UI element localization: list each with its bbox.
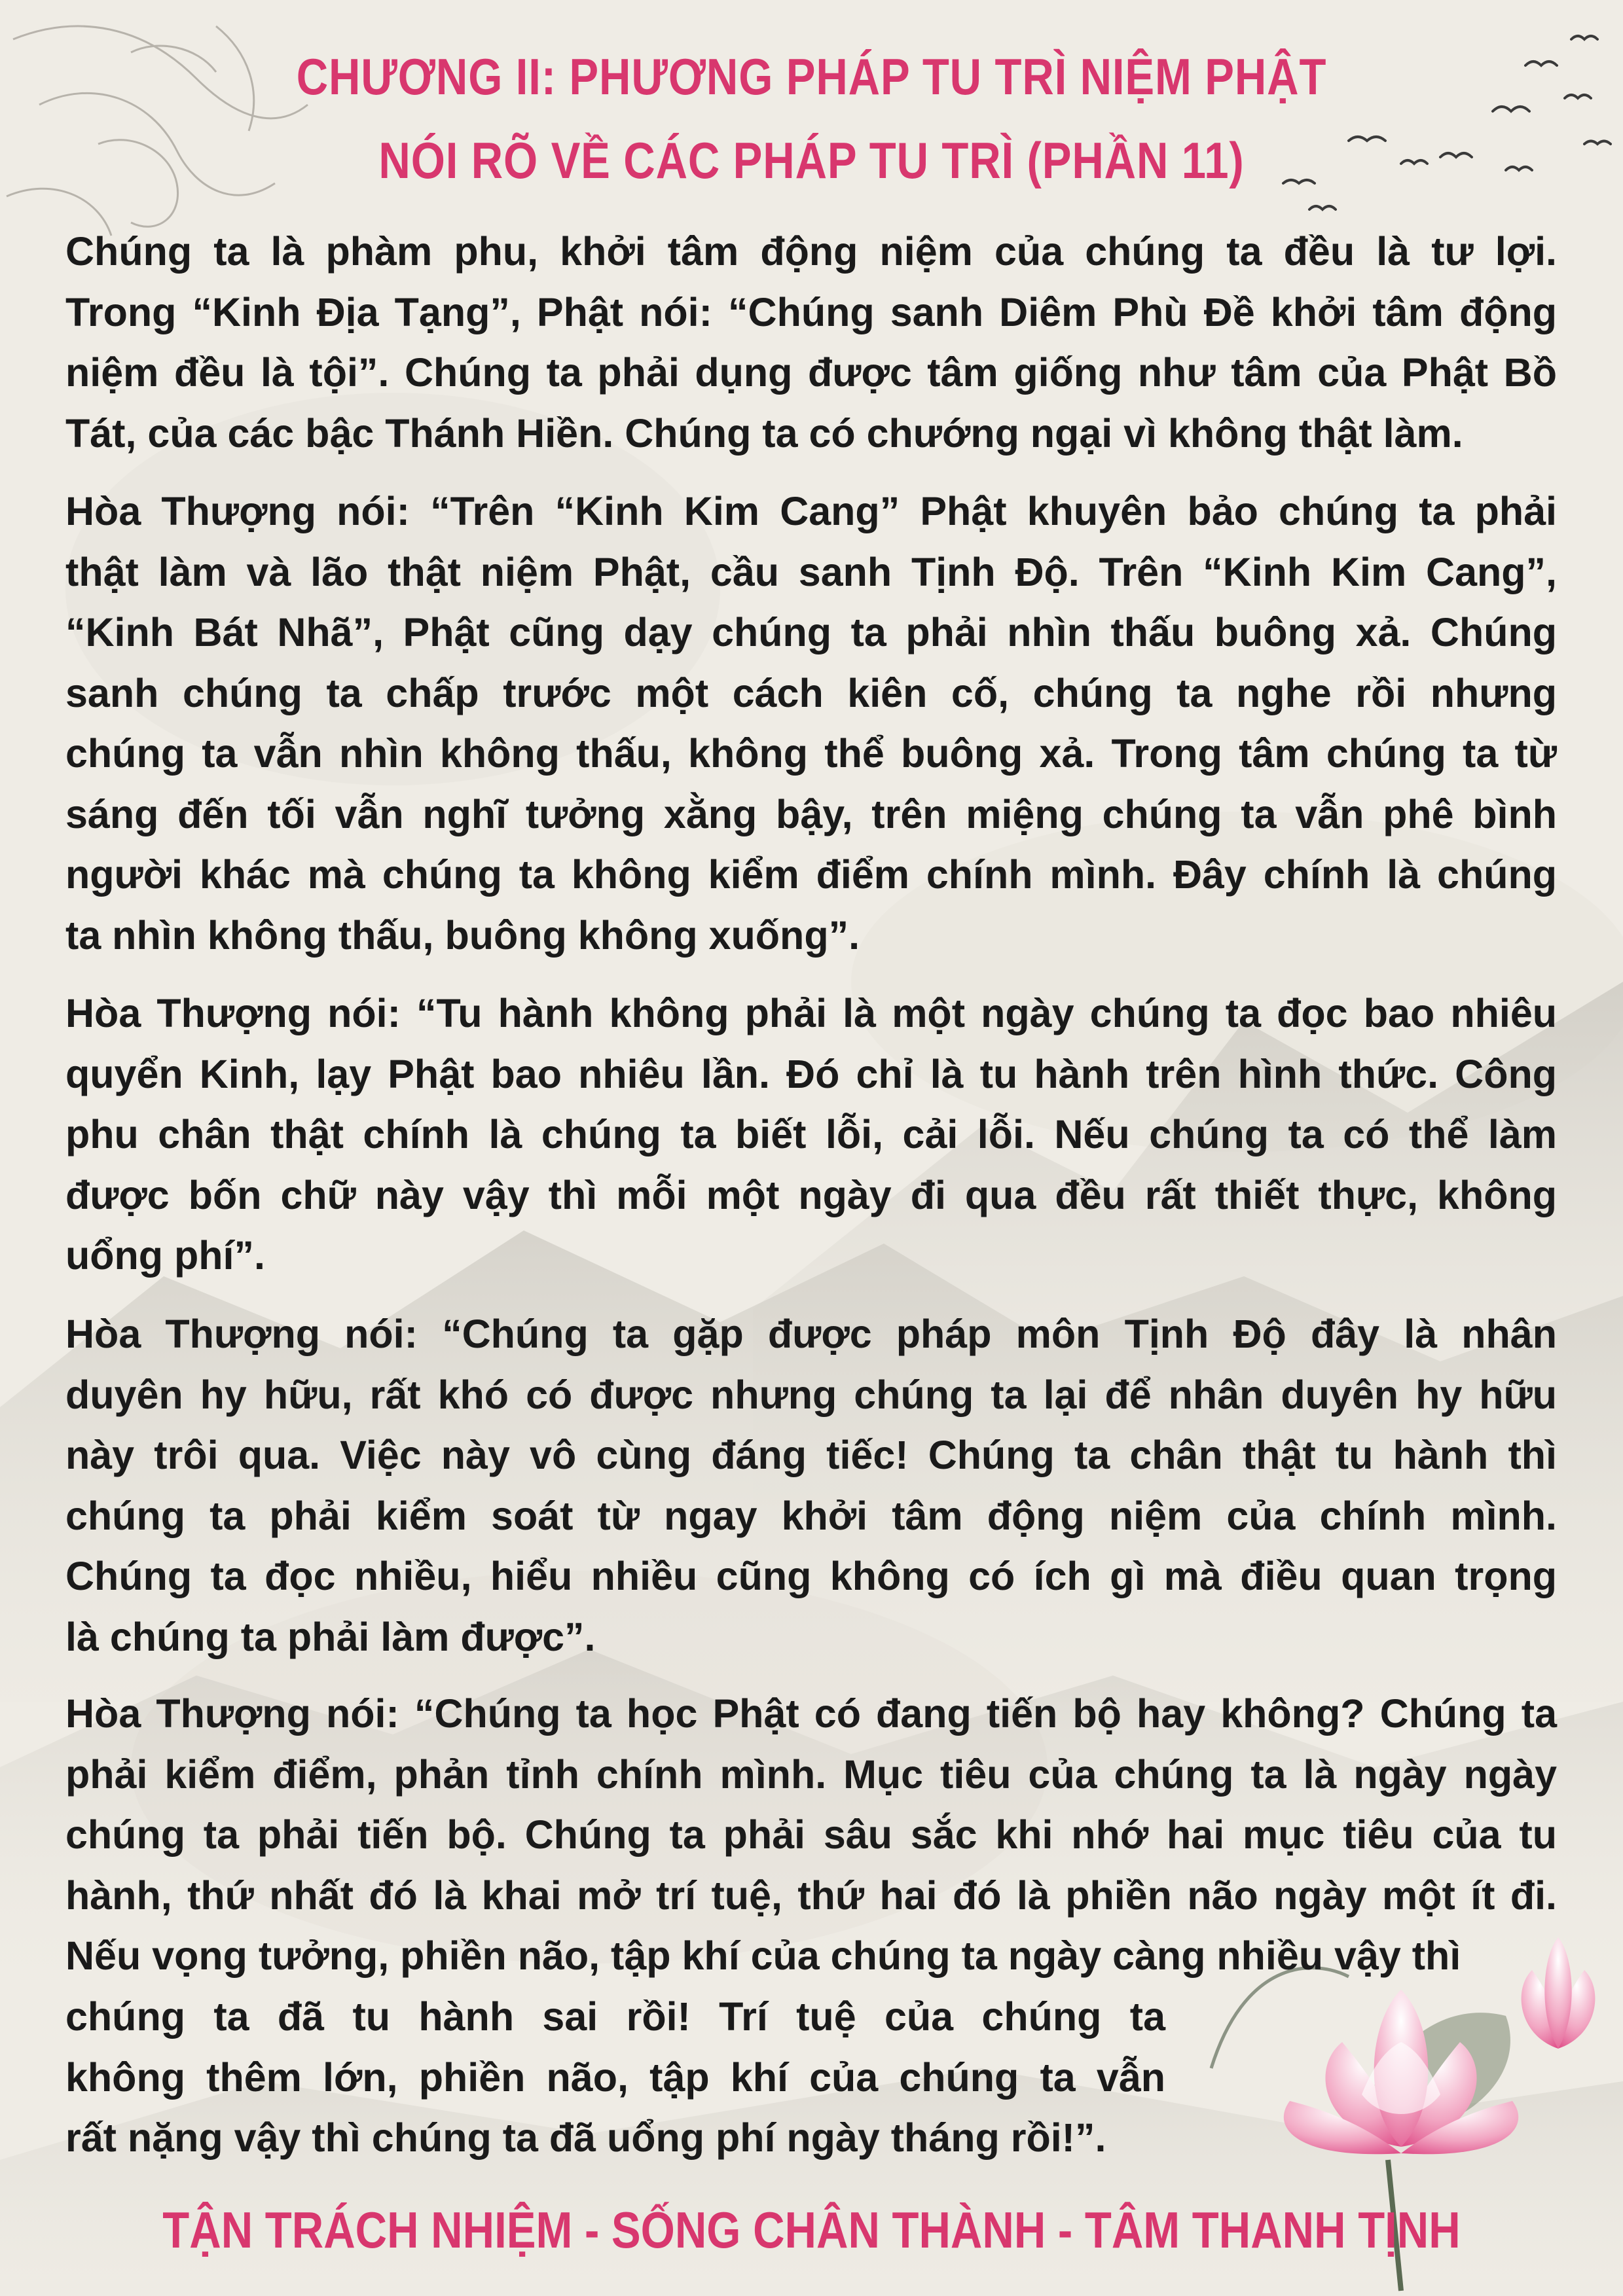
text-line: Hòa Thượng nói: “Tu hành không phải là một ngày chúng ta đọc bao nhiêu bbox=[65, 991, 1557, 1035]
paragraph-4 bbox=[65, 1304, 1557, 1667]
text-line: người khác mà chúng ta không kiểm điểm chính mình. Đây chính là chúng bbox=[65, 852, 1557, 897]
text-line: phu chân thật chính là chúng ta biết lỗi, cải lỗi. Nếu chúng ta có thể làm bbox=[65, 1112, 1557, 1157]
text-line: ta nhìn không thấu, buông không xuống”. bbox=[65, 912, 860, 958]
text-line: Hòa Thượng nói: “Chúng ta học Phật có đang tiến bộ hay không? Chúng ta bbox=[65, 1691, 1557, 1736]
text-line: chúng ta phải tiến bộ. Chúng ta phải sâu sắc khi nhớ hai mục tiêu của tu bbox=[65, 1812, 1557, 1857]
text-line: sáng đến tối vẫn nghĩ tưởng xằng bậy, trên miệng chúng ta vẫn phê bình bbox=[65, 791, 1557, 836]
text-line: Hòa Thượng nói: “Chúng ta gặp được pháp môn Tịnh Độ đây là nhân bbox=[65, 1312, 1557, 1356]
text-line: Tát, của các bậc Thánh Hiền. Chúng ta có chướng ngại vì không thật làm. bbox=[65, 410, 1463, 456]
text-line: sanh chúng ta chấp trước một cách kiên cố, chúng ta nghe rồi nhưng bbox=[65, 670, 1557, 715]
footer-slogan: TẬN TRÁCH NHIỆM - SỐNG CHÂN THÀNH - TÂM THANH TỊNH bbox=[162, 2201, 1461, 2259]
text-line: Chúng ta là phàm phu, khởi tâm động niệm của chúng ta đều là tư lợi. bbox=[65, 229, 1557, 274]
paragraph-1 bbox=[65, 221, 1557, 463]
text-line: uổng phí”. bbox=[65, 1233, 265, 1278]
text-line: chúng ta đã tu hành sai rồi! Trí tuệ của chúng ta bbox=[65, 1994, 1165, 2039]
text-line: này trôi qua. Việc này vô cùng đáng tiếc! Chúng ta chân thật tu hành thì bbox=[65, 1433, 1557, 1477]
text-line: thật làm và lão thật niệm Phật, cầu sanh Tịnh Độ. Trên “Kinh Kim Cang”, bbox=[65, 549, 1557, 594]
text-line: hành, thứ nhất đó là khai mở trí tuệ, thứ hai đó là phiền não ngày một ít đi. bbox=[65, 1873, 1557, 1918]
text-line: Trong “Kinh Địa Tạng”, Phật nói: “Chúng sanh Diêm Phù Đề khởi tâm động bbox=[65, 289, 1557, 334]
text-line: phải kiểm điểm, phản tỉnh chính mình. Mục tiêu của chúng ta là ngày ngày bbox=[65, 1751, 1557, 1797]
text-line: chúng ta vẫn nhìn không thấu, không thể buông xả. Trong tâm chúng ta từ bbox=[65, 731, 1557, 776]
text-line: Chúng ta đọc nhiều, hiểu nhiều cũng không có ích gì mà điều quan trọng bbox=[65, 1554, 1557, 1598]
paragraph-3 bbox=[65, 983, 1557, 1286]
paragraph-5-continued bbox=[65, 1986, 1557, 2168]
paragraph-5 bbox=[65, 1683, 1557, 1986]
text-line: quyển Kinh, lạy Phật bao nhiêu lần. Đó chỉ là tu hành trên hình thức. Công bbox=[65, 1051, 1557, 1096]
text-line: Hòa Thượng nói: “Trên “Kinh Kim Cang” Phật khuyên bảo chúng ta phải bbox=[65, 489, 1557, 533]
text-line: niệm đều là tội”. Chúng ta phải dụng được tâm giống như tâm của Phật Bồ bbox=[65, 350, 1557, 395]
text-line: rất nặng vậy thì chúng ta đã uổng phí ngày tháng rồi!”. bbox=[65, 2115, 1106, 2160]
paragraph-2 bbox=[65, 481, 1557, 965]
text-line: “Kinh Bát Nhã”, Phật cũng dạy chúng ta phải nhìn thấu buông xả. Chúng bbox=[65, 610, 1557, 655]
section-subtitle: NÓI RÕ VỀ CÁC PHÁP TU TRÌ (PHẦN 11) bbox=[378, 132, 1245, 189]
text-line: chúng ta phải kiểm soát từ ngay khởi tâm động niệm của chính mình. bbox=[65, 1493, 1557, 1538]
text-line: không thêm lớn, phiền não, tập khí của chúng ta vẫn bbox=[65, 2054, 1165, 2100]
text-line: Nếu vọng tưởng, phiền não, tập khí của chúng ta ngày càng nhiều vậy thì bbox=[65, 1933, 1461, 1978]
text-line: duyên hy hữu, rất khó có được nhưng chúng ta lại để nhân duyên hy hữu bbox=[65, 1372, 1557, 1417]
chapter-title: CHƯƠNG II: PHƯƠNG PHÁP TU TRÌ NIỆM PHẬT bbox=[296, 48, 1327, 105]
text-line: là chúng ta phải làm được”. bbox=[65, 1614, 596, 1659]
text-line: được bốn chữ này vậy thì mỗi một ngày đi qua đều rất thiết thực, không bbox=[65, 1172, 1557, 1217]
